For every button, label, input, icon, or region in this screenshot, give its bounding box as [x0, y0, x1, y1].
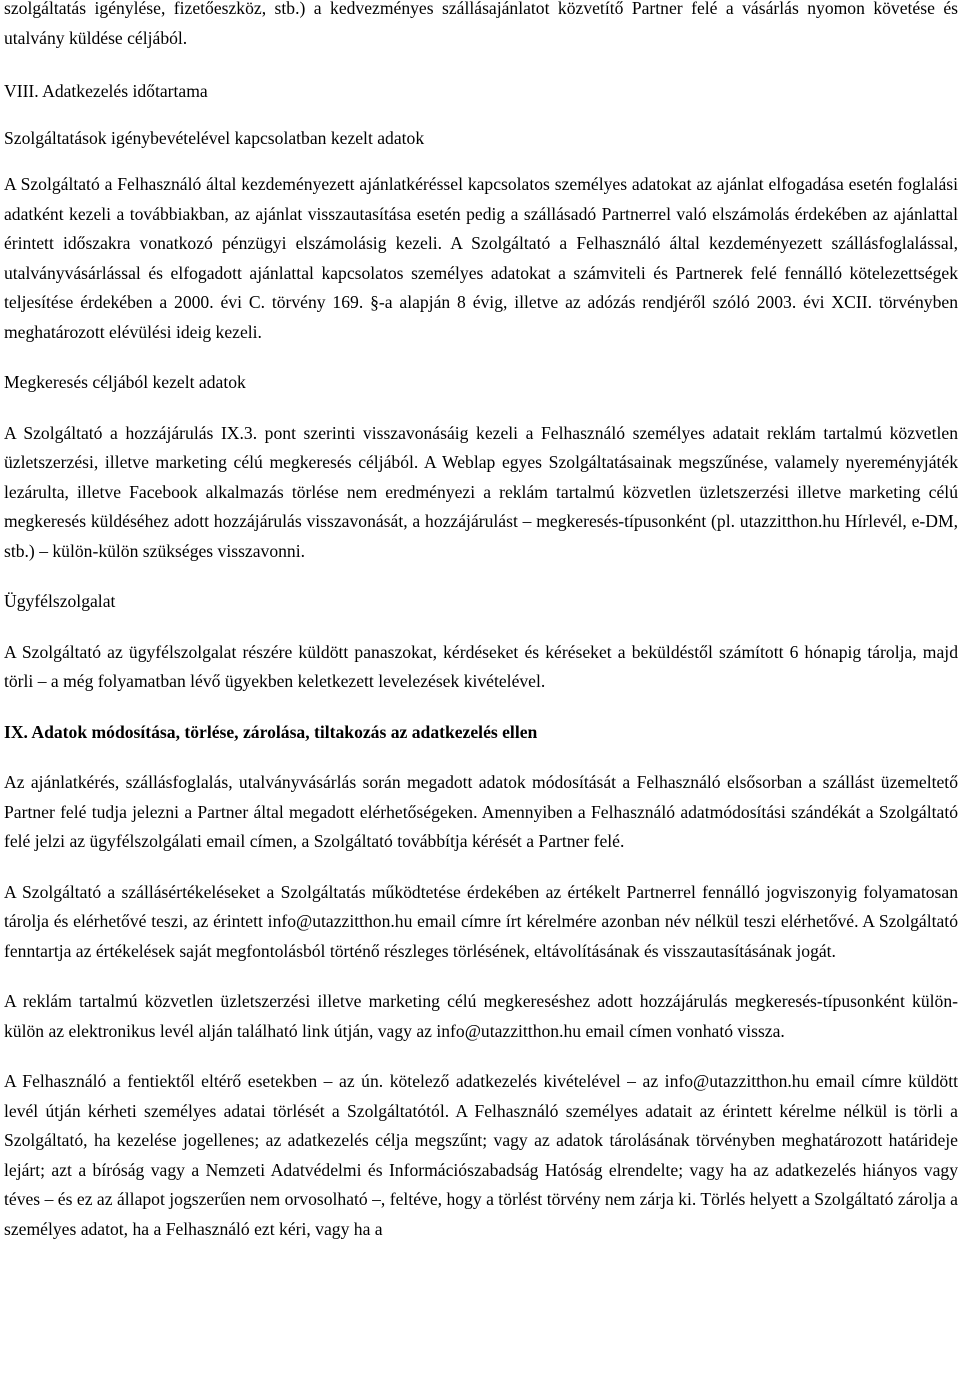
section-ix-heading: IX. Adatok módosítása, törlése, zárolása, tiltakozás az adatkezelés ellen — [4, 721, 538, 742]
paragraph-marketing-data: A Szolgáltató a hozzájárulás IX.3. pont szerinti visszavonásáig kezeli a Felhasználó személyes adatait reklám tartalmú közvetlen üzletszerzési, illetve marketing célú megkeresés céljából. A Weblap egyes Szolgáltatásainak megszűnése, valamely nyereményjáték lezárulta, illetve Facebook alkalmazás törlése nem eredményezi a reklám tartalmú közvetlen üzletszerzési illetve marketing célú megkeresés küldéséhez adott hozzájárulás visszavonását, a hozzájárulást – megkeresés-típusonként (pl. utazzitthon.hu Hírlevél, e-DM, stb.) – külön-külön szükséges visszavonni. — [4, 422, 958, 561]
section-viii-heading: VIII. Adatkezelés időtartama — [4, 81, 208, 101]
subsection-heading-customer-service: Ügyfélszolgalat — [4, 591, 116, 611]
intro-paragraph: szolgáltatás igénylése, fizetőeszköz, stb.) a kedvezményes szállásajánlatot közvetítő Partner felé a vásárlás nyomon követése és utalvány küldése céljából. — [4, 0, 958, 48]
paragraph-services-data: A Szolgáltató a Felhasználó által kezdeményezett ajánlatkéréssel kapcsolatos személyes adatokat az ajánlat elfogadása esetén foglalási adatként kezeli a továbbiakban, az ajánlat visszautasítása esetén pedig a szállásadó Partnerrel való elszámolás érdekében az ajánlattal érintett időszakra vonatkozó pénzügyi elszámolásig kezeli. A Szolgáltató a Felhasználó által kezdeményezett szállásfoglalással, utalványvásárlással és elfogadott ajánlattal kapcsolatos személyes adatokat a számviteli és Partnerek felé fennálló kötelezettségek teljesítése érdekében a 2000. évi C. törvény 169. §-a alapján 8 évig, illetve az adózás rendjéről szóló 2003. évi XCII. törvényben meghatározott elévülési ideig kezeli. — [4, 174, 958, 342]
paragraph-customer-service: A Szolgáltató az ügyfélszolgalat részére küldött panaszokat, kérdéseket és kéréseket a beküldéstől számított 6 hónapig tárolja, majd törli – a még folyamatban lévő ügyekben keletkezett levelezések kivételével. — [4, 641, 958, 691]
document-page — [4, 0, 958, 1244]
subsection-heading-services: Szolgáltatások igénybevételével kapcsolatban kezelt adatok — [4, 127, 425, 148]
paragraph-ix-consent-withdrawal: A reklám tartalmú közvetlen üzletszerzési illetve marketing célú megkereséshez adott hozzájárulás megkeresés-típusonként külön-külön az elektronikus levél alján található link útján, vagy az info@utazzitthon.hu email címen vonható vissza. — [4, 991, 958, 1041]
paragraph-ix-deletion: A Felhasználó a fentiektől eltérő esetekben – az ún. kötelező adatkezelés kivételével – az info@utazzitthon.hu email címre küldött levél útján kérheti személyes adatai törlését a Szolgáltatótól. A Felhasználó személyes adatait az érintett kérelme nélkül is törli a Szolgáltató, ha kezelése jogellenes; az adatkezelés célja megszűnt; vagy az adatok tárolásának törvényben meghatározott határideje lejárt; azt a bíróság vagy a Nemzeti Adatvédelmi és Információszabadság Hatóság elrendelte; vagy ha az adatkezelés hiányos vagy téves – és ez az állapot jogszerűen nem orvosolható –, feltéve, hogy a törlést törvény nem zárja ki. Törlés helyett a Szolgáltató zárolja a személyes adatot, ha a Felhasználó ezt kéri, vagy ha a — [4, 1071, 958, 1239]
subsection-heading-marketing: Megkeresés céljából kezelt adatok — [4, 372, 246, 392]
paragraph-ix-reviews: A Szolgáltató a szállásértékeléseket a Szolgáltatás működtetése érdekében az értékelt Partnerrel fennálló jogviszonyig folyamatosan tárolja és elérhetővé teszi, az érintett info@utazzitthon.hu email címre írt kérelmére azonban név nélkül teszi elérhetővé. A Szolgáltató fenntartja az értékelések saját megfontolásból történő részleges törlésének, eltávolításának és visszautasításának jogát. — [4, 881, 958, 961]
paragraph-ix-modification: Az ajánlatkérés, szállásfoglalás, utalványvásárlás során megadott adatok módosítását a Felhasználó elsősorban a szállást üzemeltető Partner felé tudja jelezni a Partner által megadott elérhetőségeken. Amennyiben a Felhasználó adatmódosítási szándékát a Szolgáltató felé jelzi az ügyfélszolgálati email címen, a Szolgáltató továbbítja kérését a Partner felé. — [4, 772, 958, 851]
